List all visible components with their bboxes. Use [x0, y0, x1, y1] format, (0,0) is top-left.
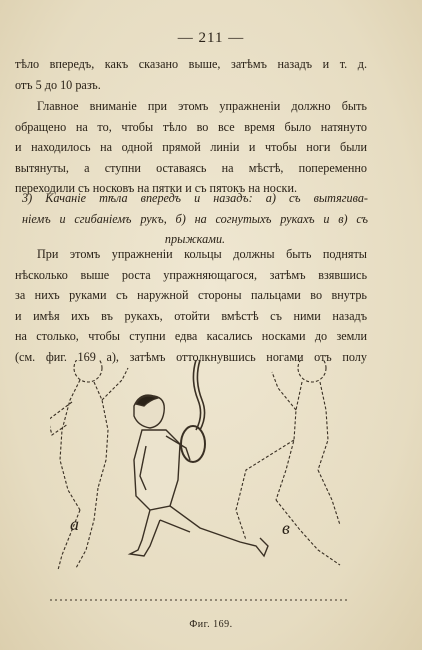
text-line: на столько, чтобы ступни едва касались носками до земли: [15, 329, 367, 343]
figure-169-illustration: [50, 360, 350, 610]
page-number: — 211 —: [177, 30, 245, 46]
gymnast-on-rings-drawing: [50, 360, 350, 610]
dashed-figure-a: [50, 360, 128, 570]
text-line: обращено на то, чтобы тѣло во все время было натянуто: [15, 119, 367, 134]
text-line: отъ 5 до 10 разъ.: [15, 77, 101, 92]
figure-label-b: в: [282, 518, 290, 538]
ring: [181, 426, 205, 462]
heading-line: прыжками.: [164, 232, 226, 246]
gymnast-figure: [130, 395, 268, 556]
heading-line: ніемъ и сгибаніемъ рукъ, б) на согнутыхъ рукахъ и в) съ: [22, 211, 368, 226]
text-line: тѣло впередъ, какъ сказано выше, затѣмъ назадъ и т. д.: [15, 57, 367, 71]
figure-caption: Фиг. 169.: [189, 619, 233, 630]
rope: [193, 360, 204, 430]
text-line: за нихъ руками съ наружной стороны пальцами во внутрь: [15, 288, 367, 302]
exercise-heading: [22, 188, 368, 250]
text-line: вытянуты, а ступни оставаясь на мѣстѣ, попеременно: [15, 160, 367, 175]
heading-line: 3) Качаніе тѣла впередъ и назадъ: а) съ вытягива-: [22, 191, 368, 205]
text-line: (см. фиг. 169 а), затѣмъ оттолкнувшись ногами отъ полу: [15, 349, 367, 364]
paragraph-main-attention: [15, 96, 367, 199]
figure-label-a: а: [70, 514, 79, 534]
text-line: нѣсколько выше роста упражняющагося, затѣмъ взявшись: [15, 267, 367, 282]
paragraph-continuation: [15, 54, 367, 95]
text-line: и имѣя ихъ въ рукахъ, отойти вмѣстѣ съ ними назадъ: [15, 308, 367, 323]
text-line: переходили съ носковъ на пятки и съ пятокъ на носки.: [15, 181, 298, 195]
paragraph-rings: [15, 244, 367, 367]
text-line: При этомъ упражненіи кольцы должны быть подняты: [37, 247, 367, 261]
text-line: Главное вниманіе при этомъ упражненіи должно быть: [37, 99, 367, 113]
text-line: и находилось на одной прямой линіи и чтобы ноги были: [15, 140, 367, 154]
